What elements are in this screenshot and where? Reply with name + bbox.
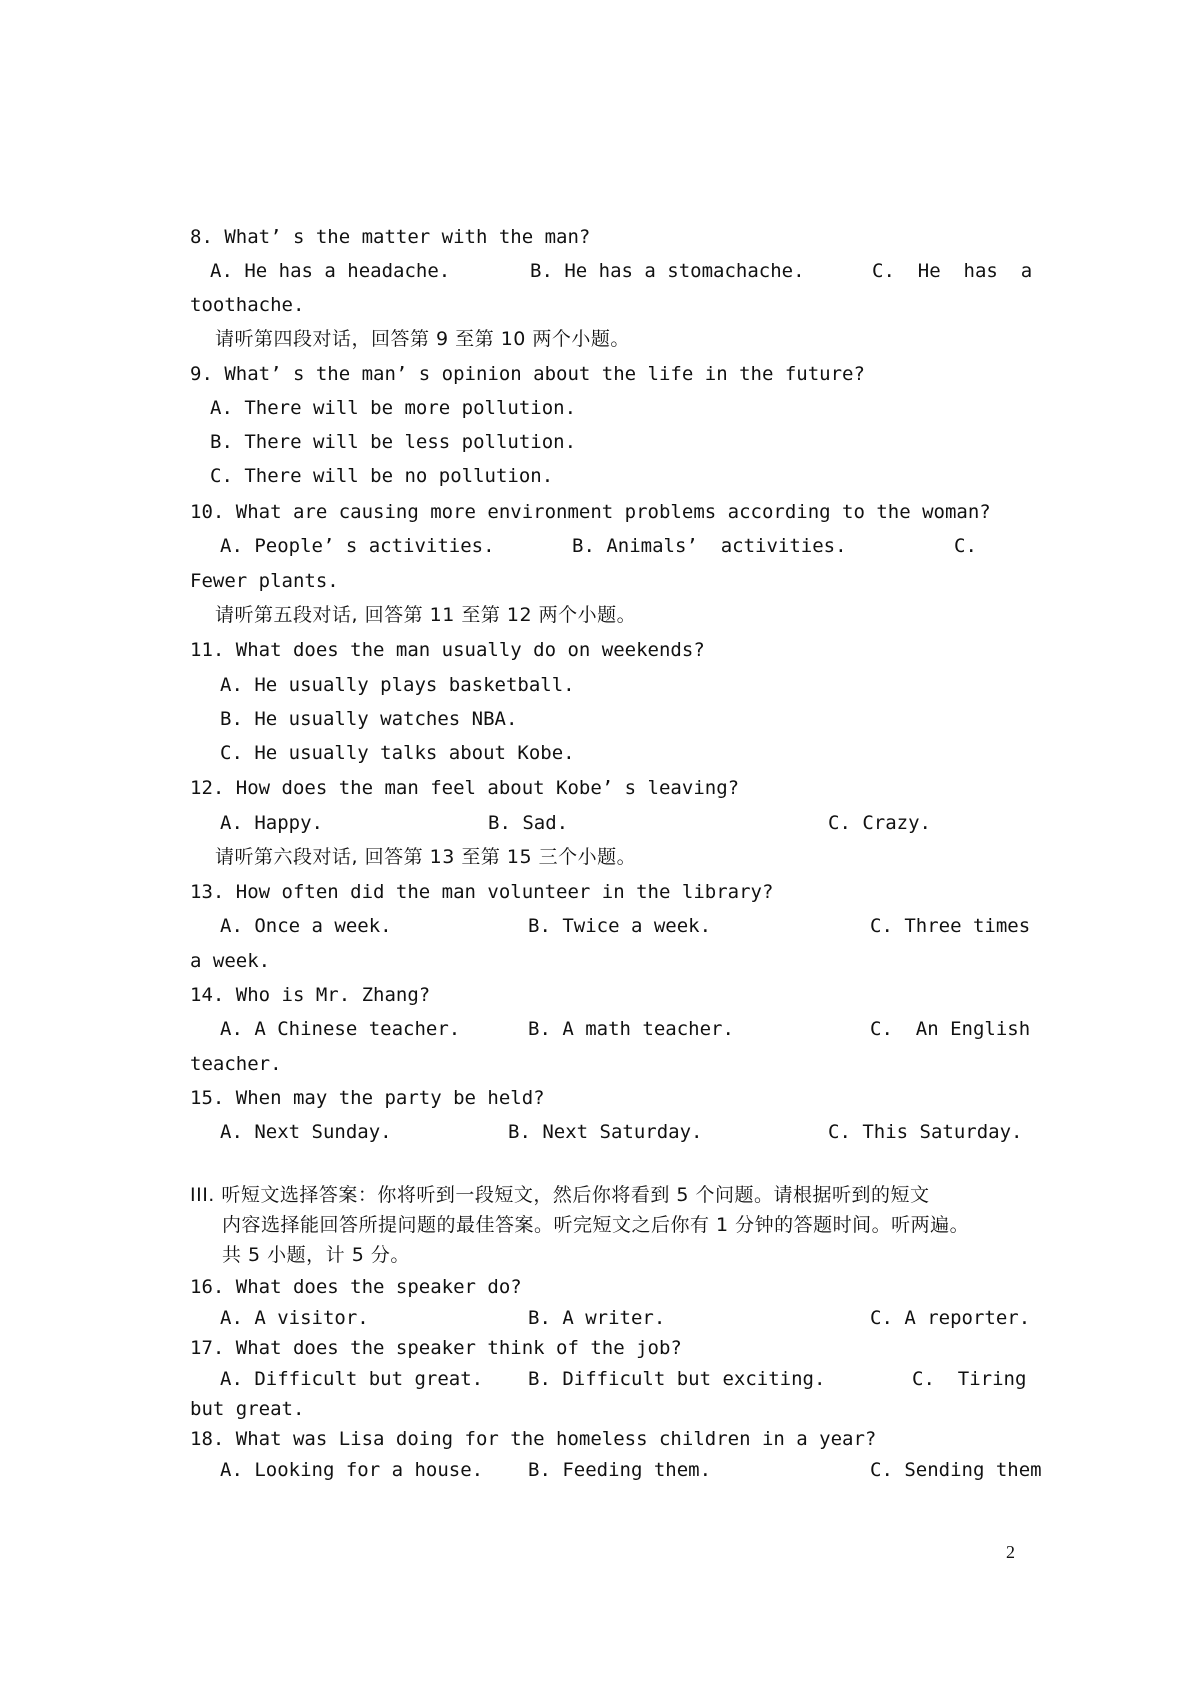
option-c: C. Tiring [912, 1368, 1027, 1390]
question-8: 8. What’ s the matter with the man? [190, 226, 591, 248]
option-c: C. [954, 535, 977, 557]
option-c-continued: a week. [190, 950, 271, 972]
question-14: 14. Who is Mr. Zhang? [190, 984, 431, 1006]
option-c: C. A reporter. [870, 1307, 1031, 1329]
option-b: B. Sad. [488, 812, 569, 834]
section-instruction: 请听第四段对话，回答第 9 至第 10 两个小题。 [215, 328, 630, 350]
option-a: A. There will be more pollution. [210, 397, 577, 419]
page-number: 2 [1006, 1542, 1015, 1562]
question-13: 13. How often did the man volunteer in the library? [190, 881, 774, 903]
option-c: C. He usually talks about Kobe. [220, 742, 575, 764]
question-12: 12. How does the man feel about Kobe’ s leaving? [190, 777, 740, 799]
option-c: C. Three times [870, 915, 1031, 937]
question-9: 9. What’ s the man’ s opinion about the life in the future? [190, 363, 865, 385]
option-a: A. Difficult but great. [220, 1368, 484, 1390]
option-b: B. Difficult but exciting. [528, 1368, 826, 1390]
option-a: A. Looking for a house. [220, 1459, 484, 1481]
question-16: 16. What does the speaker do? [190, 1276, 522, 1298]
option-c: C. Crazy. [828, 812, 931, 834]
option-c: C. This Saturday. [828, 1121, 1023, 1143]
option-c: C. There will be no pollution. [210, 465, 554, 487]
question-18: 18. What was Lisa doing for the homeless children in a year? [190, 1428, 877, 1450]
section-iii-text: 内容选择能回答所提问题的最佳答案。听完短文之后你有 1 分钟的答题时间。听两遍。 [222, 1214, 970, 1236]
option-a: A. A visitor. [220, 1307, 369, 1329]
question-10: 10. What are causing more environment problems according to the woman? [190, 501, 991, 523]
option-c: C. An English [870, 1018, 1031, 1040]
option-c-continued: but great. [190, 1398, 305, 1420]
question-15: 15. When may the party be held? [190, 1087, 545, 1109]
option-a: A. Once a week. [220, 915, 392, 937]
question-11: 11. What does the man usually do on weekends? [190, 639, 705, 661]
section-iii-text: 共 5 小题，计 5 分。 [222, 1244, 410, 1266]
option-b: B. Next Saturday. [508, 1121, 703, 1143]
question-17: 17. What does the speaker think of the job? [190, 1337, 682, 1359]
option-b: B. A math teacher. [528, 1018, 734, 1040]
option-a: A. He has a headache. [210, 260, 451, 282]
option-a: A. He usually plays basketball. [220, 674, 575, 696]
option-a: A. People’ s activities. [220, 535, 495, 557]
option-b: B. He has a stomachache. [530, 260, 805, 282]
option-a: A. A Chinese teacher. [220, 1018, 461, 1040]
option-c: C. He has a [872, 260, 1033, 282]
option-b: B. A writer. [528, 1307, 666, 1329]
option-c-continued: Fewer plants. [190, 570, 339, 592]
option-b: B. Animals’ activities. [572, 535, 847, 557]
option-c-continued: teacher. [190, 1053, 282, 1075]
option-b: B. There will be less pollution. [210, 431, 577, 453]
option-a: A. Next Sunday. [220, 1121, 392, 1143]
option-b: B. He usually watches NBA. [220, 708, 518, 730]
option-a: A. Happy. [220, 812, 323, 834]
section-iii-heading: III. 听短文选择答案：你将听到一段短文，然后你将看到 5 个问题。请根据听到的短文 [190, 1184, 930, 1206]
section-instruction: 请听第六段对话, 回答第 13 至第 15 三个小题。 [215, 846, 637, 868]
section-instruction: 请听第五段对话, 回答第 11 至第 12 两个小题。 [215, 604, 637, 626]
option-c: C. Sending them [870, 1459, 1042, 1481]
option-b: B. Feeding them. [528, 1459, 712, 1481]
option-c-continued: toothache. [190, 294, 305, 316]
option-b: B. Twice a week. [528, 915, 712, 937]
